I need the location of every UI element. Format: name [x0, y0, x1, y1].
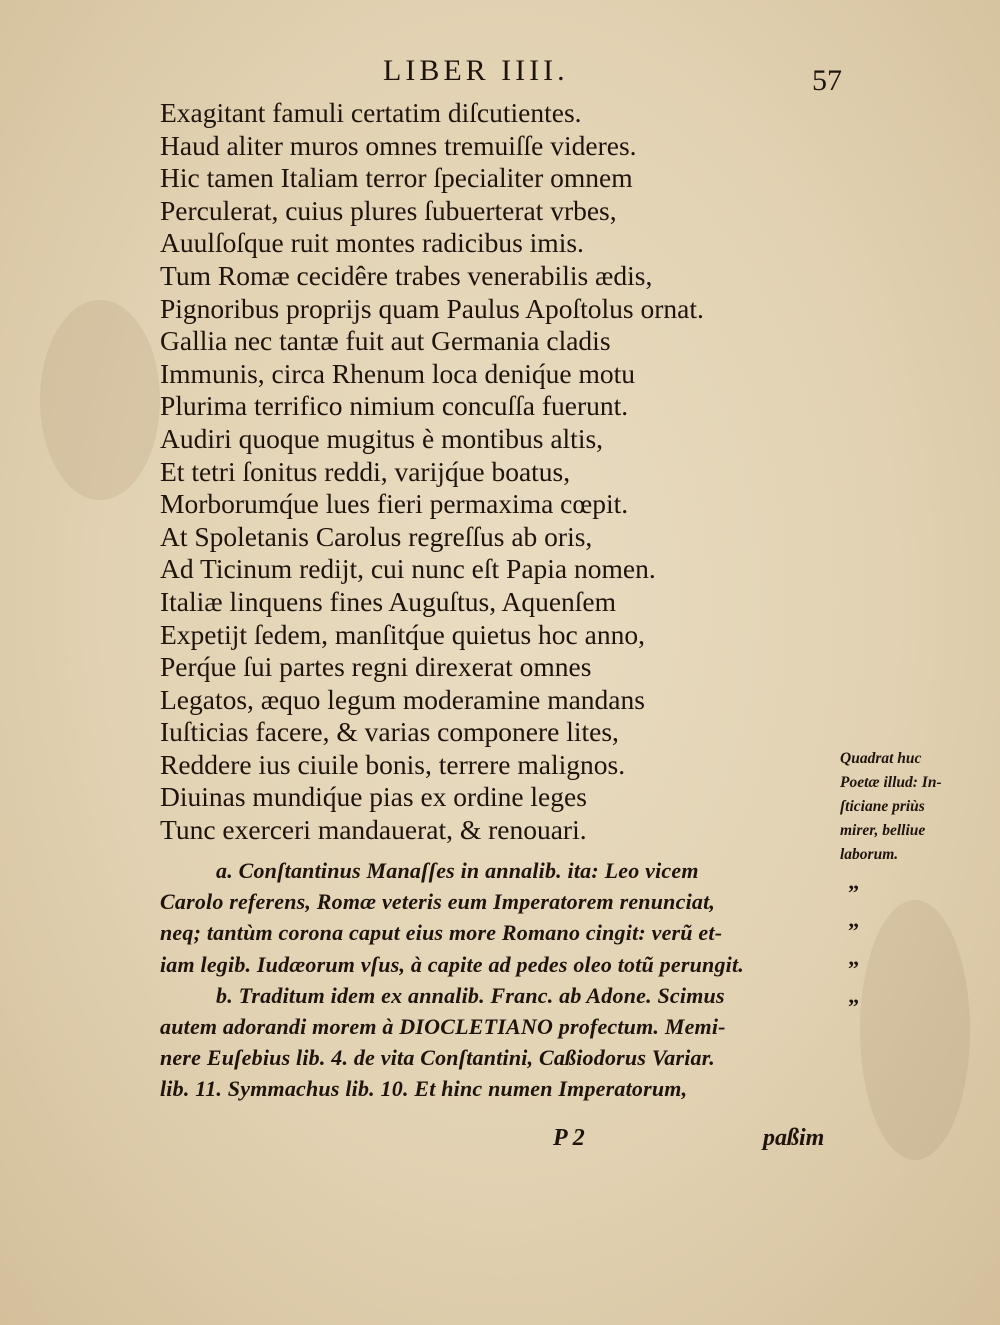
verse-line: Gallia nec tantæ fuit aut Germania cladis: [160, 325, 611, 357]
note-line: lib. 11. Symmachus lib. 10. Et hinc numen Imperatorum,: [160, 1076, 688, 1102]
verse-line: Italiæ linquens fines Auguſtus, Aquenſem: [160, 585, 617, 617]
verse-line: Exagitant famuli certatim diſcutientes.: [160, 97, 582, 128]
verse-line: Perq́ue ſui partes regni direxerat omnes: [160, 651, 592, 683]
page-header: [0, 52, 1000, 102]
marginal-note-line: laborum.: [840, 846, 899, 863]
note-line: nere Euſebius lib. 4. de vita Conſtantini, Caßiodorus Variar.: [160, 1045, 715, 1071]
note-line: iam legib. Iudæorum vſus, à capite ad pedes oleo totũ perungit.: [160, 951, 744, 977]
page-number: 57: [812, 64, 842, 97]
verse-line: Expetijt ſedem, manſitq́ue quietus hoc anno,: [160, 618, 645, 650]
marginal-note-line: ſticiane priùs: [840, 798, 925, 815]
page-footer: [0, 1125, 1000, 1165]
note-line: neq; tantùm corona caput eius more Romano cingit: verũ et-: [160, 920, 723, 946]
verse-line: Tunc exerceri mandauerat, & renouari.: [160, 814, 587, 846]
verse-line: Auulſoſque ruit montes radicibus imis.: [160, 227, 584, 259]
verse-line: At Spoletanis Carolus regreſſus ab oris,: [160, 520, 593, 552]
verse-line: Diuinas mundiq́ue pias ex ordine leges: [160, 781, 587, 813]
signature-mark: P 2: [553, 1125, 585, 1151]
note-line: a. Conſtantinus Manaſſes in annalib. ita: Leo vicem: [216, 858, 699, 883]
verse-line: Immunis, circa Rhenum loca deniq́ue motu: [160, 357, 636, 389]
verse-line: Et tetri ſonitus reddi, varijq́ue boatus,: [160, 455, 571, 487]
paper-stain: [40, 300, 160, 500]
footnotes-block: [160, 855, 850, 1105]
catchword: paßim: [763, 1125, 825, 1151]
verse-line: Ad Ticinum redijt, cui nunc eſt Papia nomen.: [160, 553, 656, 585]
quote-mark: ”: [848, 994, 859, 1019]
note-line: b. Traditum idem ex annalib. Franc. ab Adone. Scimus: [216, 982, 725, 1008]
quotation-marks: [848, 874, 888, 1026]
marginal-note: [840, 747, 1000, 867]
verse-line: Perculerat, cuius plures ſubuerterat vrbes,: [160, 194, 617, 226]
verse-line: Iuſticias facere, & varias componere lites,: [160, 716, 619, 748]
quote-mark: ”: [848, 880, 859, 905]
verse-line: Reddere ius ciuile bonis, terrere malignos.: [160, 748, 626, 780]
marginal-note-line: Poetæ illud: In-: [840, 774, 942, 791]
verse-line: Haud aliter muros omnes tremuiſſe videres.: [160, 129, 637, 161]
verse-line: Morborumq́ue lues fieri permaxima cœpit.: [160, 488, 629, 520]
verse-line: Pignoribus proprijs quam Paulus Apoſtolus ornat.: [160, 292, 704, 324]
verse-line: Tum Romæ cecidêre trabes venerabilis ædis,: [160, 259, 653, 291]
marginal-note-line: mirer, belliue: [840, 822, 926, 839]
verse-line: Plurima terrifico nimium concuſſa fuerunt.: [160, 390, 629, 422]
verse-line: Legatos, æquo legum moderamine mandans: [160, 683, 645, 715]
running-title: LIBER IIII.: [383, 54, 569, 87]
verse-line: Hic tamen Italiam terror ſpecialiter omnem: [160, 162, 633, 194]
marginal-note-line: Quadrat huc: [840, 750, 922, 767]
quote-mark: ”: [848, 956, 859, 981]
verse-block: [160, 97, 820, 847]
quote-mark: ”: [848, 918, 859, 943]
note-line: autem adorandi morem à DIOCLETIANO profectum. Memi-: [160, 1013, 726, 1039]
verse-line: Audiri quoque mugitus è montibus altis,: [160, 422, 604, 454]
note-line: Carolo referens, Romæ veteris eum Imperatorem renunciat,: [160, 889, 716, 915]
